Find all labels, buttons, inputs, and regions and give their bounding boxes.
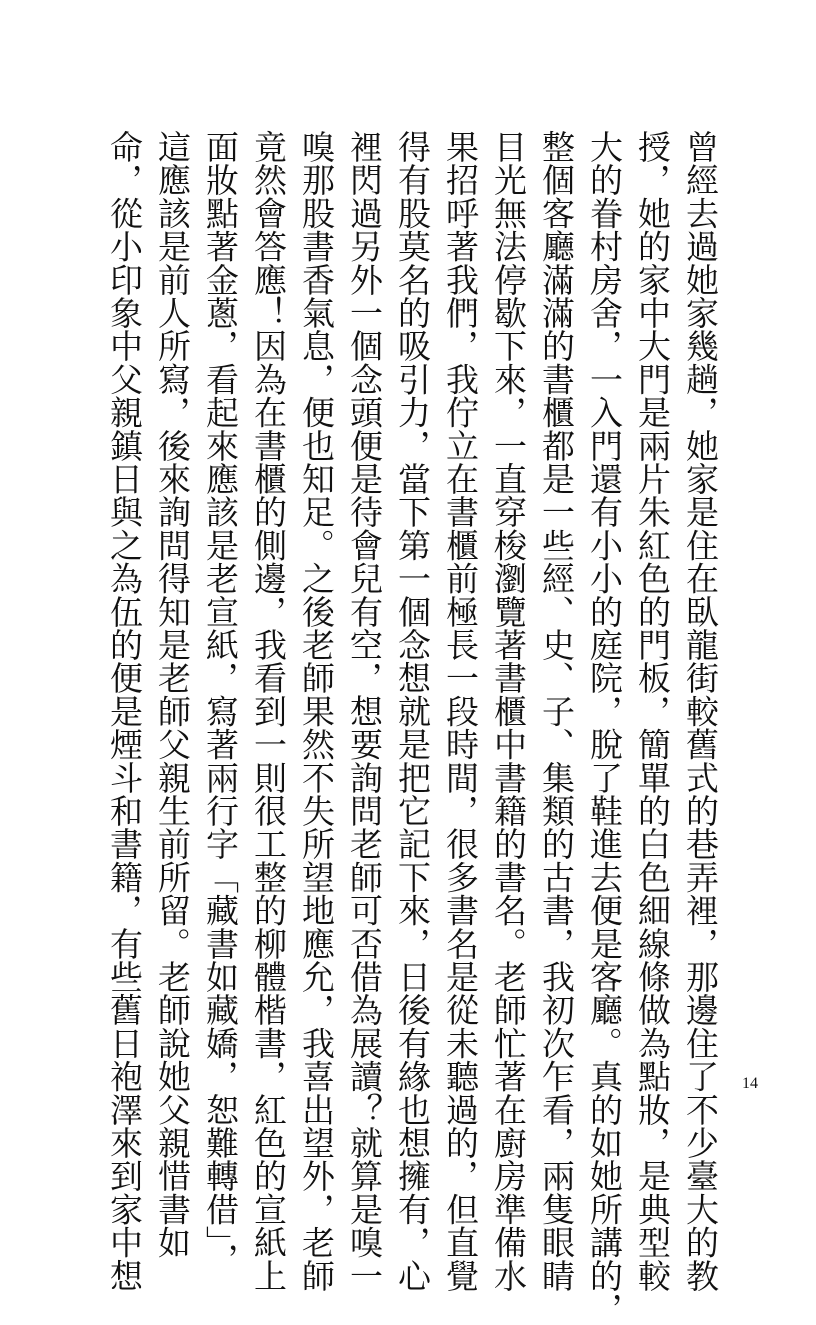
text-column: 整個客廳滿滿的書櫃都是一些經、史、子、集類的古書，我初次乍看，兩隻眼睛 — [537, 130, 576, 1292]
text-column: 得有股莫名的吸引力，當下第一個念想就是把它記下來，日後有緣也想擁有，心 — [393, 130, 432, 1292]
text-column: 命，從小印象中父親鎮日與之為伍的便是煙斗和書籍，有些舊日袍澤來到家中想 — [105, 130, 144, 1292]
text-column: 曾經去過她家幾趟，她家是住在臥龍街較舊式的巷弄裡，那邊住了不少臺大的教 — [681, 130, 720, 1292]
page-number: 14 — [742, 1075, 758, 1092]
text-column: 面妝點著金蔥，看起來應該是老宣紙，寫著兩行字「藏書如藏嬌，恕難轉借」， — [201, 130, 240, 1276]
text-column: 大的眷村房舍，一入門還有小小的庭院，脫了鞋進去便是客廳。真的如她所講的， — [585, 130, 624, 1325]
text-column: 這應該是前人所寫，後來詢問得知是老師父親生前所留。老師說她父親惜書如 — [153, 130, 192, 1259]
text-column: 嗅那股書香氣息，便也知足。之後老師果然不失所望地應允，我喜出望外，老師 — [297, 130, 336, 1292]
text-column: 目光無法停歇下來，一直穿梭瀏覽著書櫃中書籍的書名。老師忙著在廚房準備水 — [489, 130, 528, 1292]
text-column: 竟然會答應！因為在書櫃的側邊，我看到一則很工整的柳體楷書，紅色的宣紙上 — [249, 130, 288, 1292]
text-column: 果招呼著我們，我佇立在書櫃前極長一段時間，很多書名是從未聽過的，但直覺 — [441, 130, 480, 1292]
text-column: 裡閃過另外一個念頭便是待會兒有空，想要詢問老師可否借為展讀？就算是嗅一 — [345, 130, 384, 1292]
text-column: 授，她的家中大門是兩片朱紅色的門板，簡單的白色細線條做為點妝，是典型較 — [633, 130, 672, 1292]
